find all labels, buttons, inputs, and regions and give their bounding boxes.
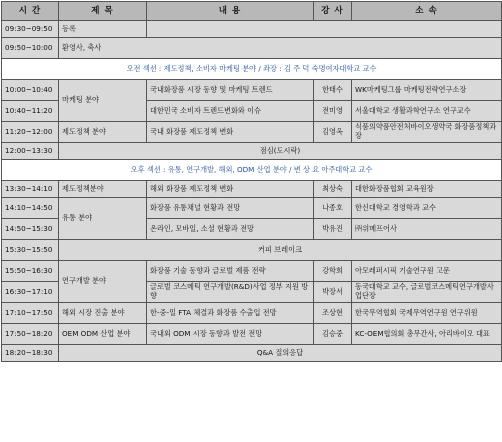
speaker-cell: 나종호 (314, 198, 352, 219)
content-cell: 국내 화장품 제도정책 변화 (147, 122, 314, 143)
title-cell: 마케팅 분야 (59, 80, 147, 122)
table-row (2, 143, 502, 160)
table-row (2, 38, 502, 59)
title-cell: OEM ODM 산업 분야 (59, 324, 147, 345)
header-affiliation: 소 속 (352, 2, 502, 21)
time-cell: 14:10~14:50 (2, 198, 59, 219)
time-cell: 10:40~11:20 (2, 101, 59, 122)
session-row-afternoon (2, 160, 502, 181)
content-cell: 국내외 ODM 시장 동향과 발전 전망 (147, 324, 314, 345)
content-cell: 국내화장품 시장 동향 및 마케팅 트렌드 (147, 80, 314, 101)
table-row (2, 181, 502, 198)
speaker-cell: 박유진 (314, 219, 352, 240)
affiliation-cell: 아모레퍼시픽 기술연구원 고문 (352, 261, 502, 282)
break-label: Q&A 질의응답 (59, 345, 502, 362)
header-title: 제 목 (59, 2, 147, 21)
speaker-cell: 김승중 (314, 324, 352, 345)
affiliation-cell: ㈜위메프어사 (352, 219, 502, 240)
affiliation-cell: 서울대학교 생활과학연구소 연구교수 (352, 101, 502, 122)
session-label: 오후 섹션 : 유통, 연구개발, 해외, ODM 산업 분야 / 변 상 요 아주대학교 교수 (2, 160, 502, 181)
affiliation-cell: KC-OEM협의회 총무간사, 아리바이오 대표 (352, 324, 502, 345)
time-cell: 17:50~18:20 (2, 324, 59, 345)
time-cell: 13:30~14:10 (2, 181, 59, 198)
affiliation-cell: 동국대학교 교수, 글로벌코스메틱연구개발사업단장 (352, 282, 502, 303)
speaker-cell: 한태수 (314, 80, 352, 101)
program-schedule-table (1, 1, 502, 362)
title-cell: 제도정책분야 (59, 181, 147, 198)
affiliation-cell: WK마케팅그룹 마케팅전략연구소장 (352, 80, 502, 101)
table-row (2, 324, 502, 345)
speaker-cell: 박장서 (314, 282, 352, 303)
time-cell: 10:00~10:40 (2, 80, 59, 101)
table-row (2, 21, 502, 38)
blank-cell (147, 21, 502, 38)
title-cell: 유통 분야 (59, 198, 147, 240)
session-label: 오전 섹션 : 제도정책, 소비자 마케팅 분야 / 좌장 : 김 주 덕 숙명여자대학교 교수 (2, 59, 502, 80)
header-time: 시 간 (2, 2, 59, 21)
break-label: 커피 브레이크 (59, 240, 502, 261)
content-cell: 한-중-일 FTA 체결과 화장품 수출입 전망 (147, 303, 314, 324)
title-cell: 해외 시장 진출 분야 (59, 303, 147, 324)
session-row-morning (2, 59, 502, 80)
time-cell: 15:30~15:50 (2, 240, 59, 261)
speaker-cell: 강학희 (314, 261, 352, 282)
header-row (2, 2, 502, 21)
time-cell: 16:30~17:10 (2, 282, 59, 303)
table-row (2, 240, 502, 261)
table-row (2, 80, 502, 101)
speaker-cell: 조상현 (314, 303, 352, 324)
content-cell: 글로벌 코스메틱 연구개발(R&D)사업 정부 지원 방향 (147, 282, 314, 303)
time-cell: 17:10~17:50 (2, 303, 59, 324)
table-row (2, 122, 502, 143)
time-cell: 09:30~09:50 (2, 21, 59, 38)
affiliation-cell: 한국무역협회 국제무역연구원 연구위원 (352, 303, 502, 324)
table-row (2, 261, 502, 282)
speaker-cell: 전미영 (314, 101, 352, 122)
time-cell: 14:50~15:30 (2, 219, 59, 240)
table-row (2, 303, 502, 324)
affiliation-cell: 식품의약품안전처바이오생약국 화장품정책과장 (352, 122, 502, 143)
table-row (2, 198, 502, 219)
header-content: 내 용 (147, 2, 314, 21)
content-cell: 대한민국 소비자 트렌드변화와 이슈 (147, 101, 314, 122)
time-cell: 11:20~12:00 (2, 122, 59, 143)
title-cell: 제도정책 분야 (59, 122, 147, 143)
time-cell: 09:50~10:00 (2, 38, 59, 59)
time-cell: 18:20~18:30 (2, 345, 59, 362)
content-cell: 화장품 유통채널 현황과 전망 (147, 198, 314, 219)
time-cell: 12:00~13:30 (2, 143, 59, 160)
content-cell: 해외 화장품 제도정책 변화 (147, 181, 314, 198)
header-speaker: 강 사 (314, 2, 352, 21)
table-row (2, 345, 502, 362)
title-cell: 환영사, 축사 (59, 38, 502, 59)
title-cell: 연구개발 분야 (59, 261, 147, 303)
time-cell: 15:50~16:30 (2, 261, 59, 282)
content-cell: 화장품 기술 동향과 글로벌 제품 전략 (147, 261, 314, 282)
break-label: 점심(도시락) (59, 143, 502, 160)
speaker-cell: 최상숙 (314, 181, 352, 198)
affiliation-cell: 한신대학교 경영학과 교수 (352, 198, 502, 219)
affiliation-cell: 대한화장품협회 교육원장 (352, 181, 502, 198)
title-cell: 등록 (59, 21, 147, 38)
speaker-cell: 김영옥 (314, 122, 352, 143)
content-cell: 온라인, 모바일, 소셜 현황과 전망 (147, 219, 314, 240)
